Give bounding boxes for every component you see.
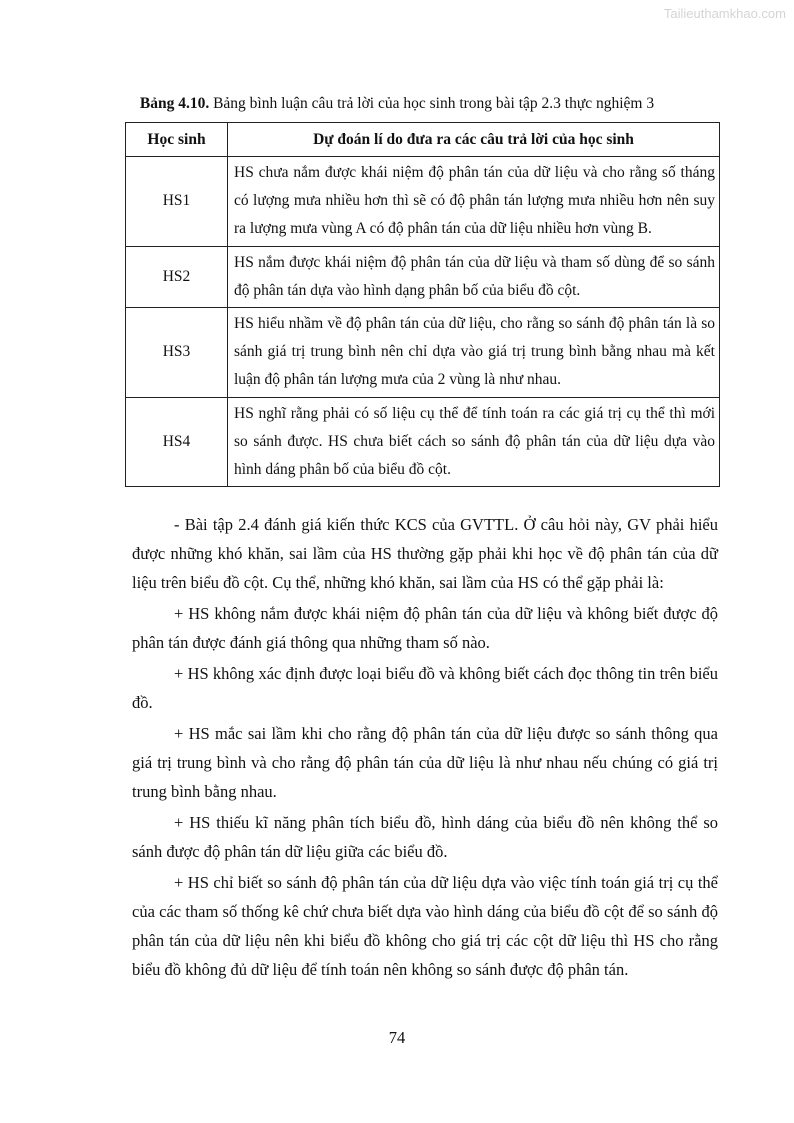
table-row [126,397,720,487]
table-caption-label: Bảng 4.10. [139,95,210,112]
student-cell: HS4 [126,397,228,487]
student-cell: HS1 [126,157,228,247]
table-row [126,157,720,247]
table-caption [0,94,794,114]
header-student: Học sinh [126,123,228,157]
reason-cell: HS chưa nắm được khái niệm độ phân tán của dữ liệu và cho rằng số tháng có lượng mưa nhiều hơn thì sẽ có độ phân tán lượng mưa nhiều hơn nên suy ra lượng mưa vùng A có độ phân tán của dữ liệu nhiều hơn vùng B. [228,157,720,247]
reason-cell: HS nắm được khái niệm độ phân tán của dữ liệu và tham số dùng để so sánh độ phân tán dựa vào hình dạng phân bố của biểu đồ cột. [228,246,720,307]
table-header-row [126,123,720,157]
paragraph-item: + HS không nắm được khái niệm độ phân tán của dữ liệu và không biết được độ phân tán được đánh giá thông qua những tham số nào. [132,604,718,652]
table-row [126,308,720,398]
paragraph-intro: - Bài tập 2.4 đánh giá kiến thức KCS của GVTTL. Ở câu hỏi này, GV phải hiểu được những khó khăn, sai lầm của HS thường gặp phải khi học về độ phân tán của dữ liệu trên biểu đồ cột. Cụ thể, những khó khăn, sai lầm của HS có thể gặp phải là: [132,515,718,592]
reason-cell: HS hiểu nhầm về độ phân tán của dữ liệu, cho rằng so sánh độ phân tán là so sánh giá trị trung bình nên chỉ dựa vào giá trị trung bình bằng nhau mà kết luận độ phân tán lượng mưa của 2 vùng là như nhau. [228,308,720,398]
table-row [126,246,720,307]
student-cell: HS2 [126,246,228,307]
paragraph-item: + HS mắc sai lầm khi cho rằng độ phân tán của dữ liệu được so sánh thông qua giá trị trung bình và cho rằng độ phân tán của dữ liệu là như nhau nếu chúng có giá trị trung bình bằng nhau. [132,724,718,801]
paragraph-item: + HS không xác định được loại biểu đồ và không biết cách đọc thông tin trên biểu đồ. [132,664,718,712]
paragraph-item: + HS chỉ biết so sánh độ phân tán của dữ liệu dựa vào việc tính toán giá trị cụ thể của các tham số thống kê chứ chưa biết dựa vào hình dáng của biểu đồ cột để so sánh độ phân tán của dữ liệu nên khi biểu đồ không cho giá trị các cột dữ liệu thì HS cho rằng biểu đồ không đủ dữ liệu để tính toán nên không so sánh được độ phân tán. [132,873,718,979]
watermark: Tailieuthamkhao.com [663,6,786,21]
paragraph-item: + HS thiếu kĩ năng phân tích biểu đồ, hình dáng của biểu đồ nên không thể so sánh được độ phân tán dữ liệu giữa các biểu đồ. [132,813,718,861]
page-number: 74 [388,1028,406,1047]
body-text [132,510,718,984]
table-caption-text: Bảng bình luận câu trả lời của học sinh trong bài tập 2.3 thực nghiệm 3 [209,95,655,112]
student-answer-table [125,122,720,487]
reason-cell: HS nghĩ rằng phải có số liệu cụ thể để tính toán ra các giá trị cụ thể thì mới so sánh được. HS chưa biết cách so sánh độ phân tán của dữ liệu dựa vào hình dáng phân bố của biểu đồ cột. [228,397,720,487]
student-cell: HS3 [126,308,228,398]
header-reason: Dự đoán lí do đưa ra các câu trả lời của học sinh [228,123,720,157]
